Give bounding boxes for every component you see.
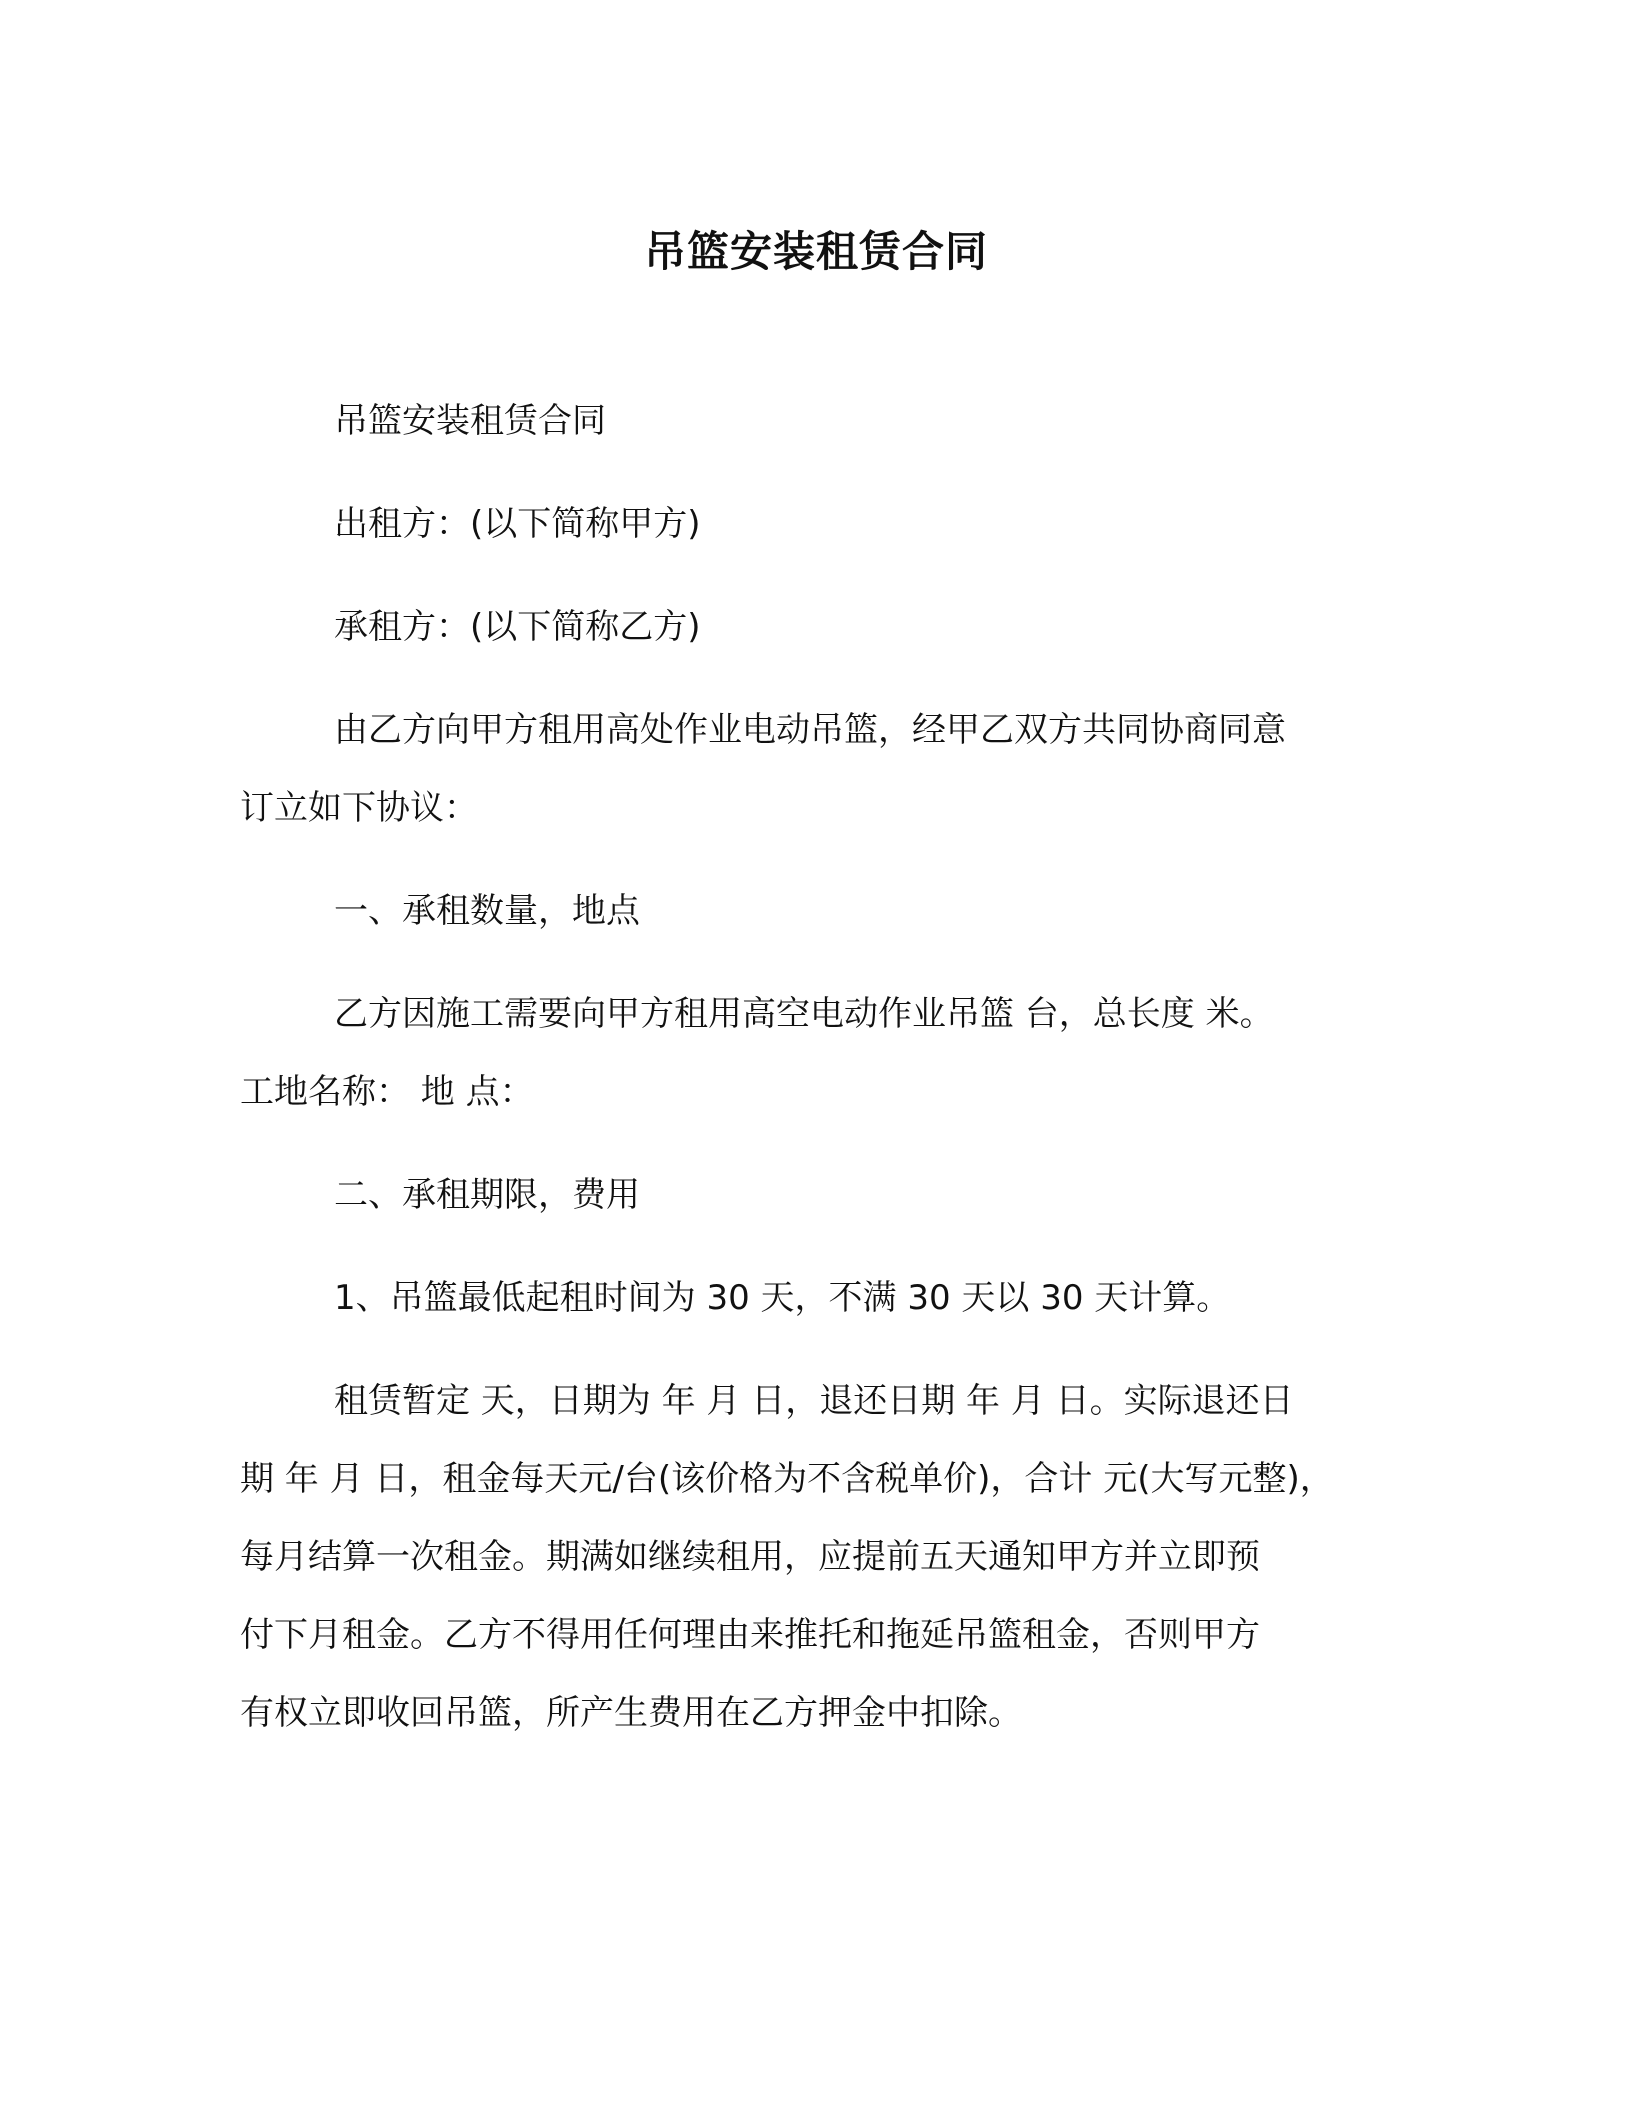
rental-paragraph-line-3: 每月结算一次租金。期满如继续租用，应提前五天通知甲方并立即预 [240,1537,1260,1577]
section-heading-2: 二、承租期限，费用 [334,1175,640,1215]
intro-paragraph-line-2: 订立如下协议： [240,788,478,828]
section-1-paragraph-line-1: 乙方因施工需要向甲方租用高空电动作业吊篮 台，总长度 米。 [334,994,1274,1034]
intro-paragraph-line-1: 由乙方向甲方租用高处作业电动吊篮，经甲乙双方共同协商同意 [334,710,1286,750]
section-1-paragraph-line-2: 工地名称： 地 点： [240,1072,534,1112]
subtitle-line: 吊篮安装租赁合同 [334,401,606,441]
rental-paragraph-line-4: 付下月租金。乙方不得用任何理由来推托和拖延吊篮租金，否则甲方 [240,1615,1260,1655]
lessor-line: 出租方：(以下简称甲方) [334,504,701,544]
lessee-line: 承租方：(以下简称乙方) [334,607,701,647]
rental-paragraph-line-2: 期 年 月 日，租金每天元/台(该价格为不含税单价)，合计 元(大写元整)， [240,1459,1334,1499]
rental-paragraph-line-5: 有权立即收回吊篮，所产生费用在乙方押金中扣除。 [240,1693,1022,1733]
rental-paragraph-line-1: 租赁暂定 天，日期为 年 月 日，退还日期 年 月 日。实际退还日 [334,1381,1294,1421]
document-title: 吊篮安装租赁合同 [643,227,988,276]
clause-1-line: 1、吊篮最低起租时间为 30 天，不满 30 天以 30 天计算。 [334,1278,1231,1318]
section-heading-1: 一、承租数量，地点 [334,891,640,931]
